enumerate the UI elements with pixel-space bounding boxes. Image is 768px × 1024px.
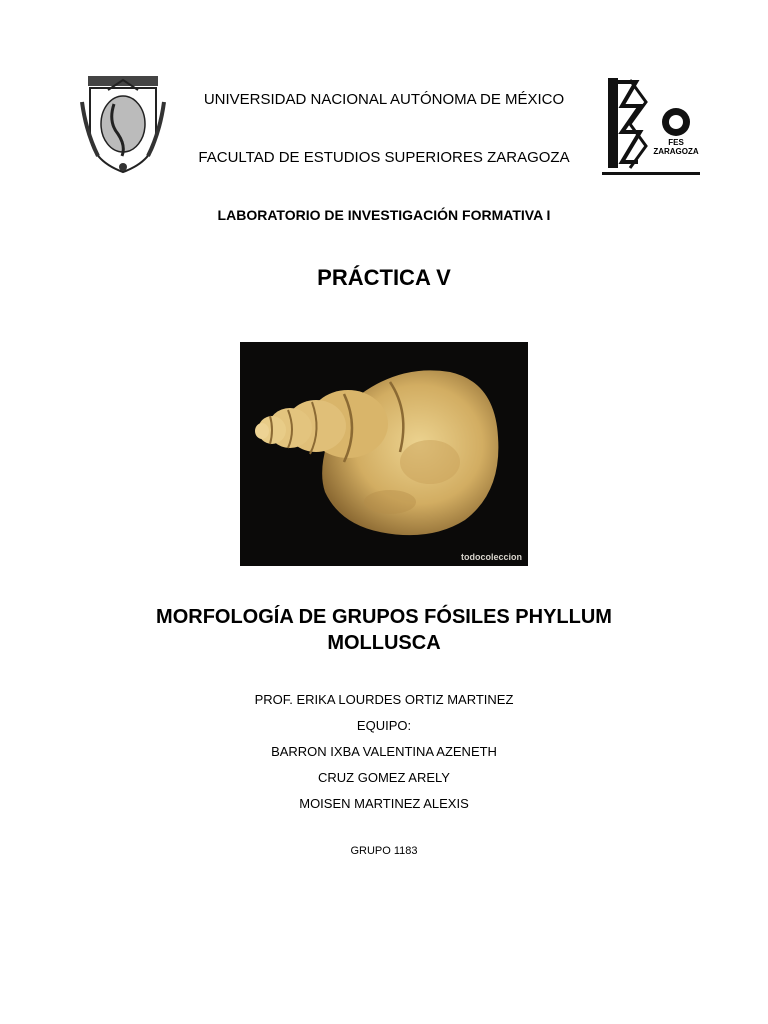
university-name: UNIVERSIDAD NACIONAL AUTÓNOMA DE MÉXICO [203,91,565,108]
team-member: BARRON IXBA VALENTINA AZENETH [271,744,497,759]
fossil-snail-shell-icon [240,342,528,566]
laboratory-name: LABORATORIO DE INVESTIGACIÓN FORMATIVA I [217,207,551,223]
report-title-line-2: MOLLUSCA [327,632,441,654]
fes-logo-text: FES ZARAGOZA [653,138,699,156]
practice-title: PRÁCTICA V [317,265,451,290]
fossil-photo [240,342,528,566]
team-member: MOISEN MARTINEZ ALEXIS [299,796,469,811]
faculty-name: FACULTAD DE ESTUDIOS SUPERIORES ZARAGOZA [198,149,570,166]
team-label: EQUIPO: [356,718,412,733]
photo-watermark: todocoleccion [460,552,522,562]
report-title-line-1: MORFOLOGÍA DE GRUPOS FÓSILES PHYLLUM [156,606,612,628]
group-number: GRUPO 1183 [350,845,418,857]
professor-name: PROF. ERIKA LOURDES ORTIZ MARTINEZ [254,692,514,707]
team-member: CRUZ GOMEZ ARELY [318,770,450,785]
